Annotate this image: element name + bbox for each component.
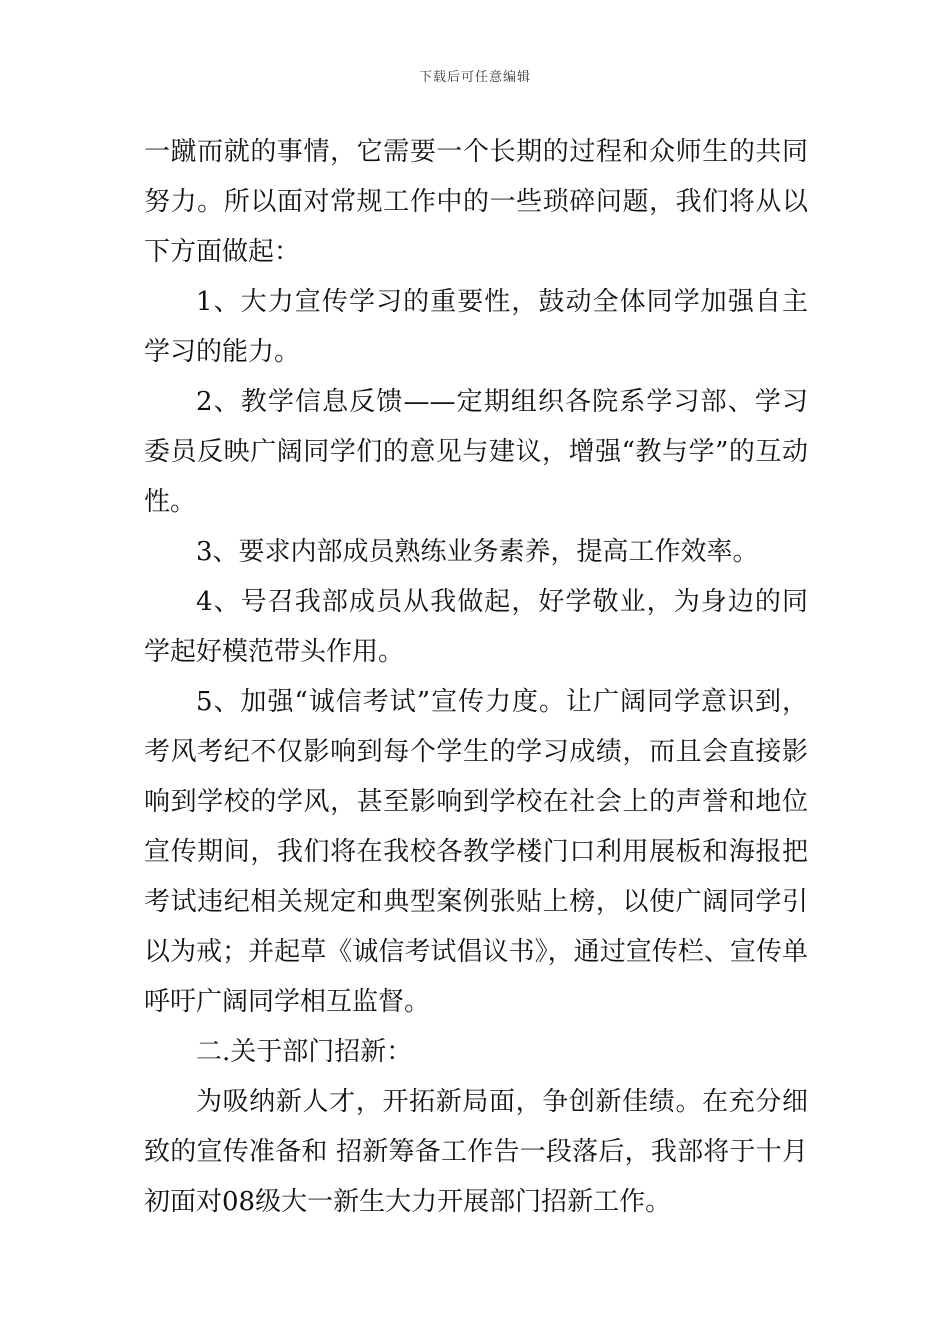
paragraph-item-5: 5、加强“诚信考试”宣传力度。让广阔同学意识到，考风考纪不仅影响到每个学生的学习成绩，而且会直接影响到学校的学风，甚至影响到学校在社会上的声誉和地位宣传期间，我们将在我校各教学楼门口利用展板和海报把考试违纪相关规定和典型案例张贴上榜，以使广阔同学引以为戒；并起草《诚信考试倡议书》，通过宣传栏、宣传单呼吁广阔同学相互监督。 xyxy=(144,687,808,1017)
paragraph-item-3: 3、要求内部成员熟练业务素养，提高工作效率。 xyxy=(196,537,759,567)
paragraph-item-1: 1、大力宣传学习的重要性，鼓动全体同学加强自主学习的能力。 xyxy=(144,287,808,367)
paragraph-item-2: 2、教学信息反馈——定期组织各院系学习部、学习委员反映广阔同学们的意见与建议，增强“教与学”的互动性。 xyxy=(144,387,808,517)
paragraph-item-4: 4、号召我部成员从我做起，好学敬业，为身边的同学起好模范带头作用。 xyxy=(144,587,808,667)
document-body xyxy=(144,127,808,1227)
paragraph-recruitment: 为吸纳新人才，开拓新局面，争创新佳绩。在充分细致的宣传准备和 招新筹备工作告一段落后，我部将于十月初面对08级大一新生大力开展部门招新工作。 xyxy=(144,1087,808,1217)
header-note: 下载后可任意编辑 xyxy=(418,70,531,85)
paragraph-continuation: 一蹴而就的事情，它需要一个长期的过程和众师生的共同努力。所以面对常规工作中的一些琐碎问题，我们将从以下方面做起： xyxy=(144,137,808,267)
section-heading-recruitment: 二.关于部门招新： xyxy=(196,1037,413,1067)
